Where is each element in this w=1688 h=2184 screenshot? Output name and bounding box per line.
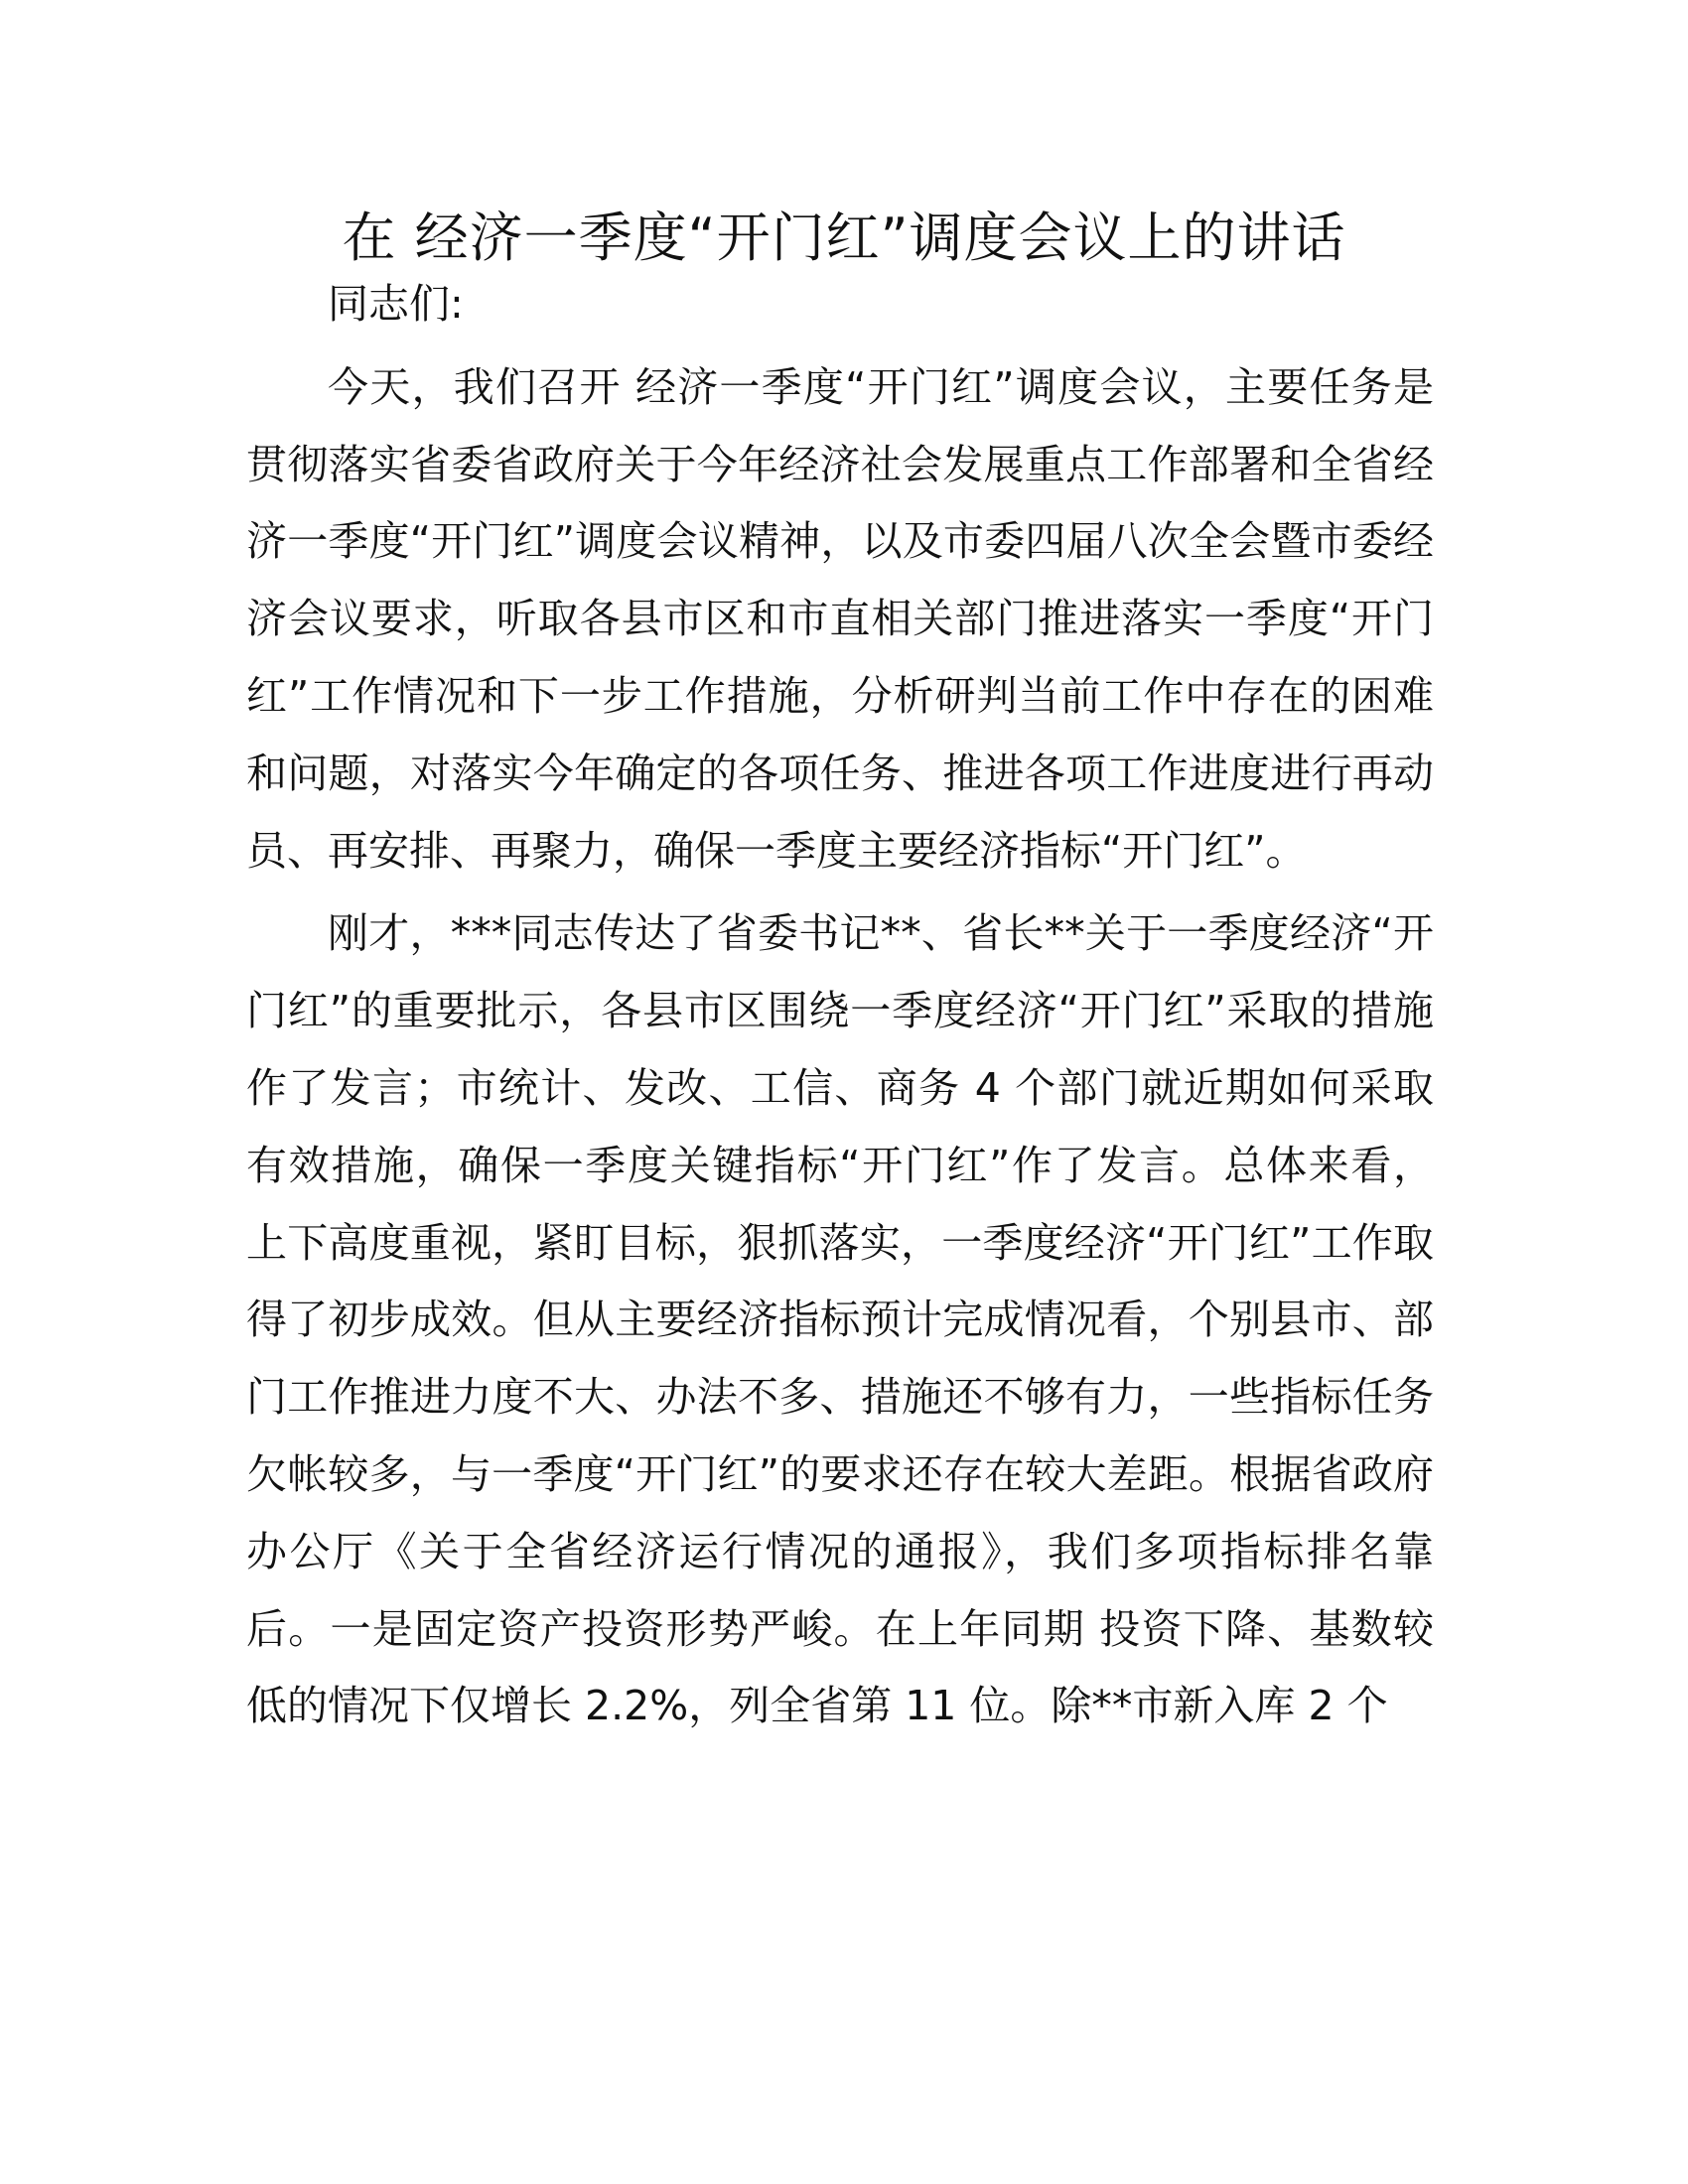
paragraph-review: 刚才，***同志传达了省委书记**、省长**关于一季度经济“开门红”的重要批示，各县市区围绕一季度经济“开门红”采取的措施作了发言；市统计、发改、工信、商务 4 个部门就近期如何采取有效措施，确保一季度关键指标“开门红”作了发言。总体来看， 上下高度重视，紧盯目标，狠抓落实，一季度经济“开门红”工作取得了初步成效。但从主要经济指标预计完成情况看，个别县市、部门工作推进力度不大、办法不多、措施还不够有力，一些指标任务欠帐较多，与一季度“开门红”的要求还存在较大差距。根据省政府办公厅《关于全省经济运行情况的通报》，我们多项指标排名靠后。一是固定资产投资形势严峻。在上年同期 投资下降、基数较低的情况下仅增长 2.2%，列全省第 11 位。除**市新入库 2 个 — [246, 909, 1434, 1730]
salutation: 同志们: — [328, 280, 464, 328]
paragraph-opening: 今天，我们召开 经济一季度“开门红”调度会议，主要任务是贯彻落实省委省政府关于今年经济社会发展重点工作部署和全省经济一季度“开门红”调度会议精神，以及市委四届八次全会暨市委经济会议要求，听取各县市区和市直相关部门推进落实一季度“开门红”工作情况和下一步工作措施，分析研判当前工作中存在的困难和问题，对落实今年确定的各项任务、推进各项工作进度进行再动员、再安排、再聚力，确保一季度主要经济指标“开门红”。 — [246, 362, 1434, 875]
document-body — [246, 266, 1434, 1745]
document-title: 在 经济一季度“开门红”调度会议上的讲话 — [342, 206, 1346, 269]
